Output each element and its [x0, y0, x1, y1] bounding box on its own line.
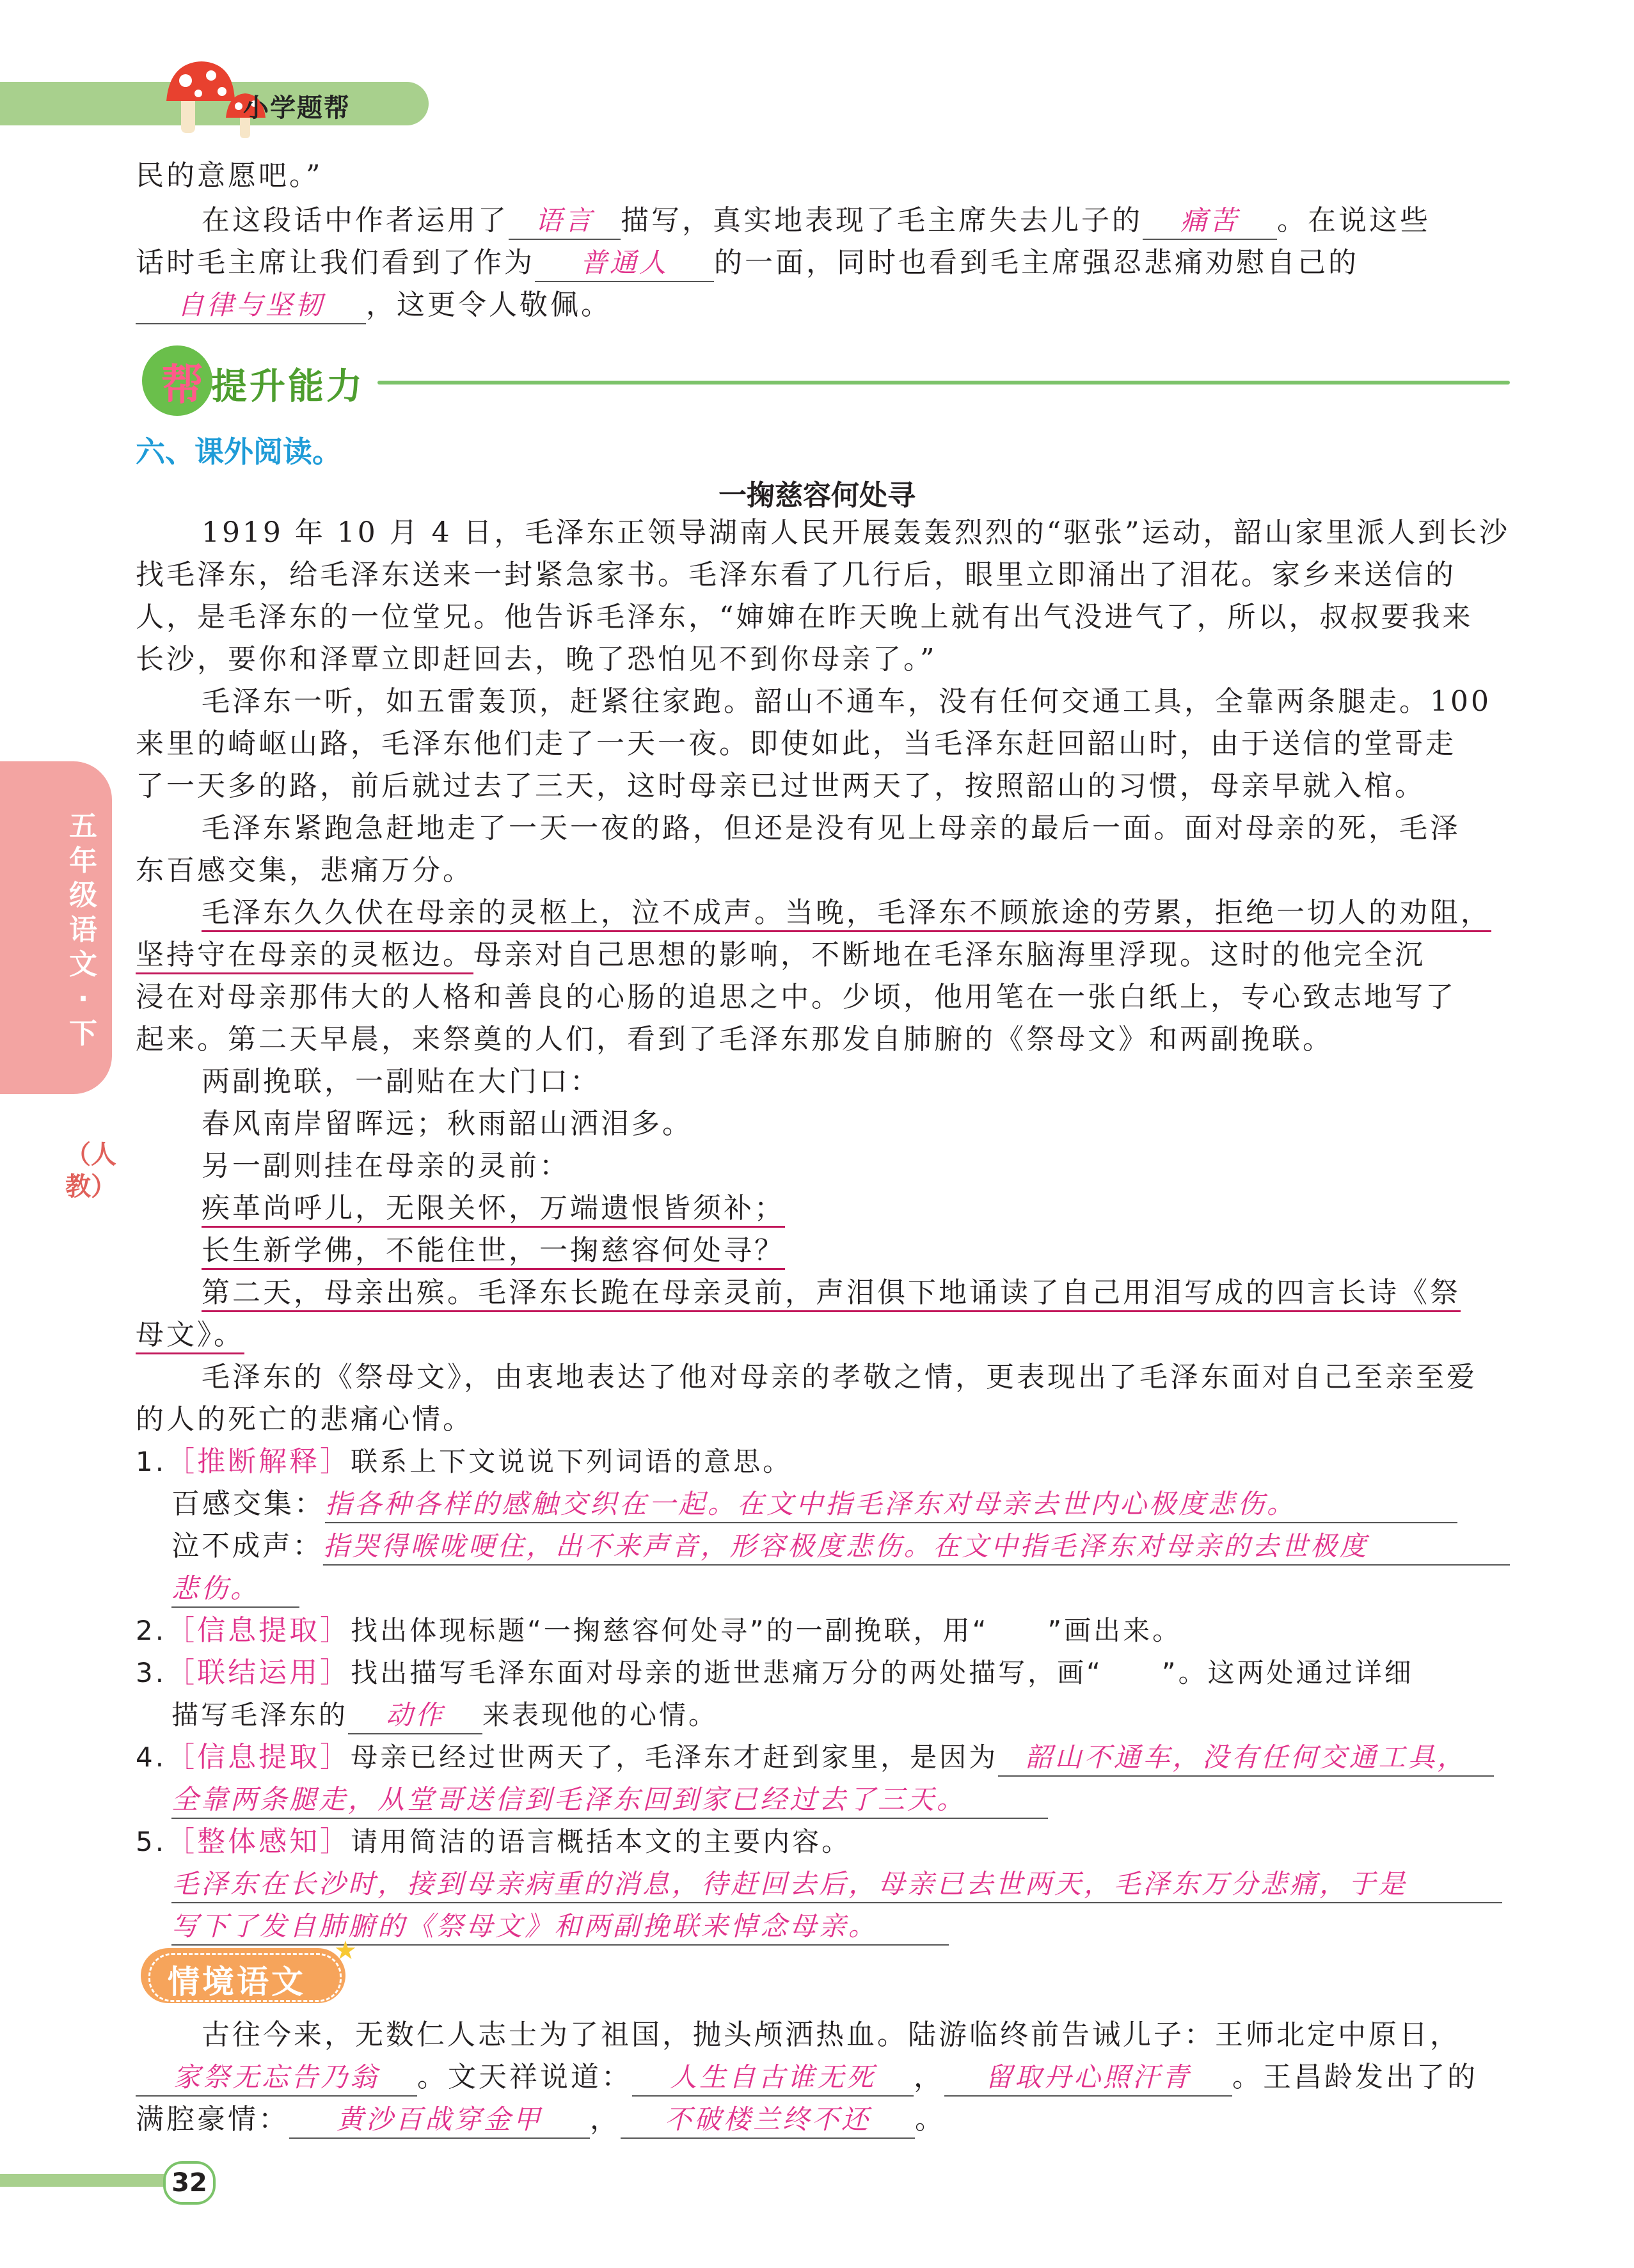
answer-text: 韶山不通车，没有任何交通工具， — [1025, 1741, 1467, 1773]
side-grade-label: 五年级语文·下 — [69, 810, 97, 1050]
text-span: 描写，真实地表现了毛主席失去儿子的 — [621, 204, 1143, 237]
underlined-text: 长生新学佛，不能住世，一掬慈容何处寻？ — [202, 1234, 785, 1270]
section-divider — [377, 381, 1510, 385]
footer-band — [0, 2174, 166, 2187]
answer-blank — [348, 1697, 482, 1734]
question-1 — [136, 1441, 792, 1483]
text-line: 浸在对母亲那伟大的人格和善良的心肠的追思之中。少顷，他用笔在一张白纸上，专心致志地写了 — [136, 981, 1456, 1013]
text-span: 母亲对自己思想的影响，不断地在毛泽东脑海里浮现。这时的他完全沉 — [473, 939, 1425, 971]
text-line — [171, 1779, 1048, 1821]
question-number: 1. — [136, 1446, 167, 1477]
term-label: 百感交集： — [171, 1487, 325, 1520]
text-line: 毛泽东紧跑急赶地走了一天一夜的路，但还是没有见上母亲的最后一面。面对母亲的死，毛泽 — [202, 812, 1461, 845]
underlined-text: 坚持守在母亲的灵柩边。 — [136, 939, 473, 974]
article-title: 一掬慈容何处寻 — [718, 479, 916, 512]
answer-text: 人生自古谁无死 — [669, 2061, 876, 2093]
answer-text: 指各种各样的感触交织在一起。在文中指毛泽东对母亲去世内心极度悲伤。 — [325, 1488, 1297, 1519]
question-text: 母亲已经过世两天了，毛泽东才赶到家里，是因为 — [351, 1741, 999, 1773]
text-span: 的一面，同时也看到毛主席强忍悲痛劝慰自己的 — [714, 246, 1359, 279]
text-span: 满腔豪情： — [136, 2103, 289, 2136]
text-line: 春风南岸留晖远；秋雨韶山洒泪多。 — [202, 1107, 693, 1140]
text-line: 找毛泽东，给毛泽东送来一封紧急家书。毛泽东看了几行后，眼里立即涌出了泪花。家乡来送信的 — [136, 559, 1456, 591]
answer-text: 留取丹心照汗青 — [985, 2061, 1191, 2093]
text-line — [202, 892, 1491, 934]
text-line: 1919 年 10 月 4 日，毛泽东正领导湖南人民开展轰轰烈烈的“驱张”运动，韶山家里派人到长沙 — [202, 516, 1511, 549]
question-text: 联系上下文说说下列词语的意思。 — [351, 1446, 793, 1477]
question-number: 4. — [136, 1741, 167, 1773]
answer-blank — [621, 2102, 915, 2139]
text-line — [171, 1483, 1457, 1525]
text-line — [171, 1567, 299, 1610]
text-line — [202, 1272, 1461, 1314]
answer-blank — [1143, 203, 1277, 240]
answer-text: 悲伤。 — [171, 1573, 260, 1604]
text-line: 起来。第二天早晨，来祭奠的人们，看到了毛泽东那发自肺腑的《祭母文》和两副挽联。 — [136, 1023, 1333, 1056]
text-line: 毛泽东的《祭母文》，由衷地表达了他对母亲的孝敬之情，更表现出了毛泽东面对自己至亲至爱 — [202, 1361, 1477, 1393]
question-4 — [136, 1736, 1494, 1779]
answer-text: 动作 — [386, 1699, 445, 1731]
text-span: 来表现他的心情。 — [482, 1699, 718, 1731]
answer-text: 家祭无忘告乃翁 — [173, 2061, 379, 2093]
part-heading: 六、课外阅读。 — [136, 434, 342, 469]
text-line — [136, 242, 1359, 284]
answer-blank — [535, 245, 714, 282]
text-line: 民的意愿吧。” — [136, 159, 323, 192]
question-number: 2. — [136, 1615, 167, 1646]
answer-text: 自律与坚韧 — [177, 289, 324, 321]
underlined-text: 母文》。 — [136, 1319, 244, 1354]
answer-text: 毛泽东在长沙时，接到母亲病重的消息，待赶回去后，母亲已去世两天，毛泽东万分悲痛，于是 — [171, 1868, 1408, 1899]
question-tag: ［联结运用］ — [166, 1656, 351, 1689]
question-number: 5. — [136, 1826, 167, 1857]
underlined-text: 毛泽东久久伏在母亲的灵柩上，泣不成声。当晚，毛泽东不顾旅途的劳累，拒绝一切人的劝阻， — [202, 896, 1491, 932]
answer-blank — [171, 1866, 1502, 1903]
text-span: 描写毛泽东的 — [171, 1699, 349, 1731]
question-tag: ［整体感知］ — [166, 1825, 351, 1858]
text-line: 古往今来，无数仁人志士为了祖国，抛头颅洒热血。陆游临终前告诫儿子：王师北定中原日， — [202, 2018, 1461, 2051]
section-badge-text: 帮 — [161, 360, 203, 409]
text-span: ，这更令人敬佩。 — [366, 289, 612, 321]
star-icon: ★ — [334, 1936, 357, 1965]
answer-text: 不破楼兰终不还 — [664, 2104, 871, 2135]
text-span: ， — [590, 2103, 621, 2136]
answer-blank — [323, 1528, 1510, 1566]
answer-blank — [632, 2059, 914, 2097]
text-line: 人，是毛泽东的一位堂兄。他告诉毛泽东，“婶婶在昨天晚上就有出气没进气了，所以，叔叔要我来 — [136, 601, 1473, 633]
text-span: 。文天祥说道： — [417, 2061, 632, 2093]
text-line — [136, 2056, 1478, 2098]
answer-blank — [171, 1571, 299, 1608]
text-span: 话时毛主席让我们看到了作为 — [136, 246, 535, 279]
page-number: 32 — [163, 2161, 216, 2205]
text-line — [171, 1863, 1502, 1905]
answer-blank — [171, 1782, 1048, 1819]
text-line: 两副挽联，一副贴在大门口： — [202, 1065, 601, 1098]
underlined-text: 疾革尚呼儿，无限关怀，万端遗恨皆须补； — [202, 1192, 785, 1228]
section-title: 提升能力 — [211, 366, 365, 408]
question-text: 找出描写毛泽东面对母亲的逝世悲痛万分的两处描写，画“ ”。这两处通过详细 — [351, 1657, 1414, 1688]
scene-title: 情境语文 — [168, 1963, 306, 2001]
answer-text: 写下了发自肺腑的《祭母文》和两副挽联来悼念母亲。 — [171, 1910, 878, 1942]
text-line — [136, 1314, 244, 1356]
question-3 — [136, 1652, 1414, 1694]
brand-title: 小学题帮 — [243, 93, 351, 123]
text-line: 东百感交集，悲痛万分。 — [136, 854, 473, 887]
answer-blank — [171, 1908, 949, 1946]
question-text: 请用简洁的语言概括本文的主要内容。 — [351, 1826, 852, 1857]
answer-blank — [509, 203, 621, 240]
text-line — [202, 1187, 785, 1230]
text-line — [202, 200, 1431, 242]
text-span: 。 — [915, 2103, 946, 2136]
text-line: 另一副则挂在母亲的灵前： — [202, 1150, 570, 1182]
underlined-text: 第二天，母亲出殡。毛泽东长跪在母亲灵前，声泪俱下地诵读了自己用泪写成的四言长诗《祭 — [202, 1276, 1461, 1312]
text-line — [202, 1230, 785, 1272]
text-line: 的人的死亡的悲痛心情。 — [136, 1403, 473, 1436]
answer-blank — [136, 2059, 417, 2097]
term-label: 泣不成声： — [171, 1530, 323, 1562]
text-line — [171, 1694, 718, 1736]
answer-blank — [998, 1740, 1494, 1777]
text-line: 了一天多的路，前后就过去了三天，这时母亲已过世两天了，按照韶山的习惯，母亲早就入棺。 — [136, 770, 1425, 802]
text-span: 在这段话中作者运用了 — [202, 204, 509, 237]
question-tag: ［信息提取］ — [166, 1614, 351, 1647]
text-line: 毛泽东一听，如五雷轰顶，赶紧往家跑。韶山不通车，没有任何交通工具，全靠两条腿走。100 — [202, 685, 1491, 718]
question-tag: ［推断解释］ — [166, 1445, 351, 1478]
answer-blank — [289, 2102, 590, 2139]
question-number: 3. — [136, 1657, 167, 1688]
answer-text: 全靠两条腿走，从堂哥送信到毛泽东回到家已经过去了三天。 — [171, 1784, 967, 1815]
question-text: 找出体现标题“一掬慈容何处寻”的一副挽联，用“ ”画出来。 — [351, 1615, 1182, 1646]
text-line — [136, 284, 612, 326]
question-5 — [136, 1821, 851, 1863]
text-line — [136, 934, 1425, 976]
text-line: 来里的崎岖山路，毛泽东他们走了一天一夜。即使如此，当毛泽东赶回韶山时，由于送信的堂哥走 — [136, 727, 1456, 760]
answer-blank — [325, 1486, 1457, 1523]
question-tag: ［信息提取］ — [166, 1741, 351, 1773]
answer-text: 指哭得喉咙哽住，出不来声音，形容极度悲伤。在文中指毛泽东对母亲的去世极度 — [322, 1530, 1368, 1562]
text-line — [171, 1905, 949, 1947]
text-line — [171, 1525, 1510, 1567]
text-line — [136, 2098, 946, 2141]
text-span: 。王昌龄发出了的 — [1232, 2061, 1478, 2093]
side-edition-label: （人教） — [65, 1140, 116, 1201]
text-span: 。在说这些 — [1277, 204, 1431, 237]
answer-blank — [944, 2059, 1232, 2097]
question-2 — [136, 1610, 1182, 1652]
answer-text: 黄沙百战穿金甲 — [336, 2104, 543, 2135]
answer-blank — [136, 287, 366, 324]
answer-text: 痛苦 — [1180, 205, 1239, 236]
answer-text: 语言 — [535, 205, 594, 236]
answer-text: 普通人 — [580, 247, 669, 278]
text-span: ， — [914, 2061, 944, 2093]
text-line: 长沙，要你和泽覃立即赶回去，晚了恐怕见不到你母亲了。” — [136, 643, 937, 676]
